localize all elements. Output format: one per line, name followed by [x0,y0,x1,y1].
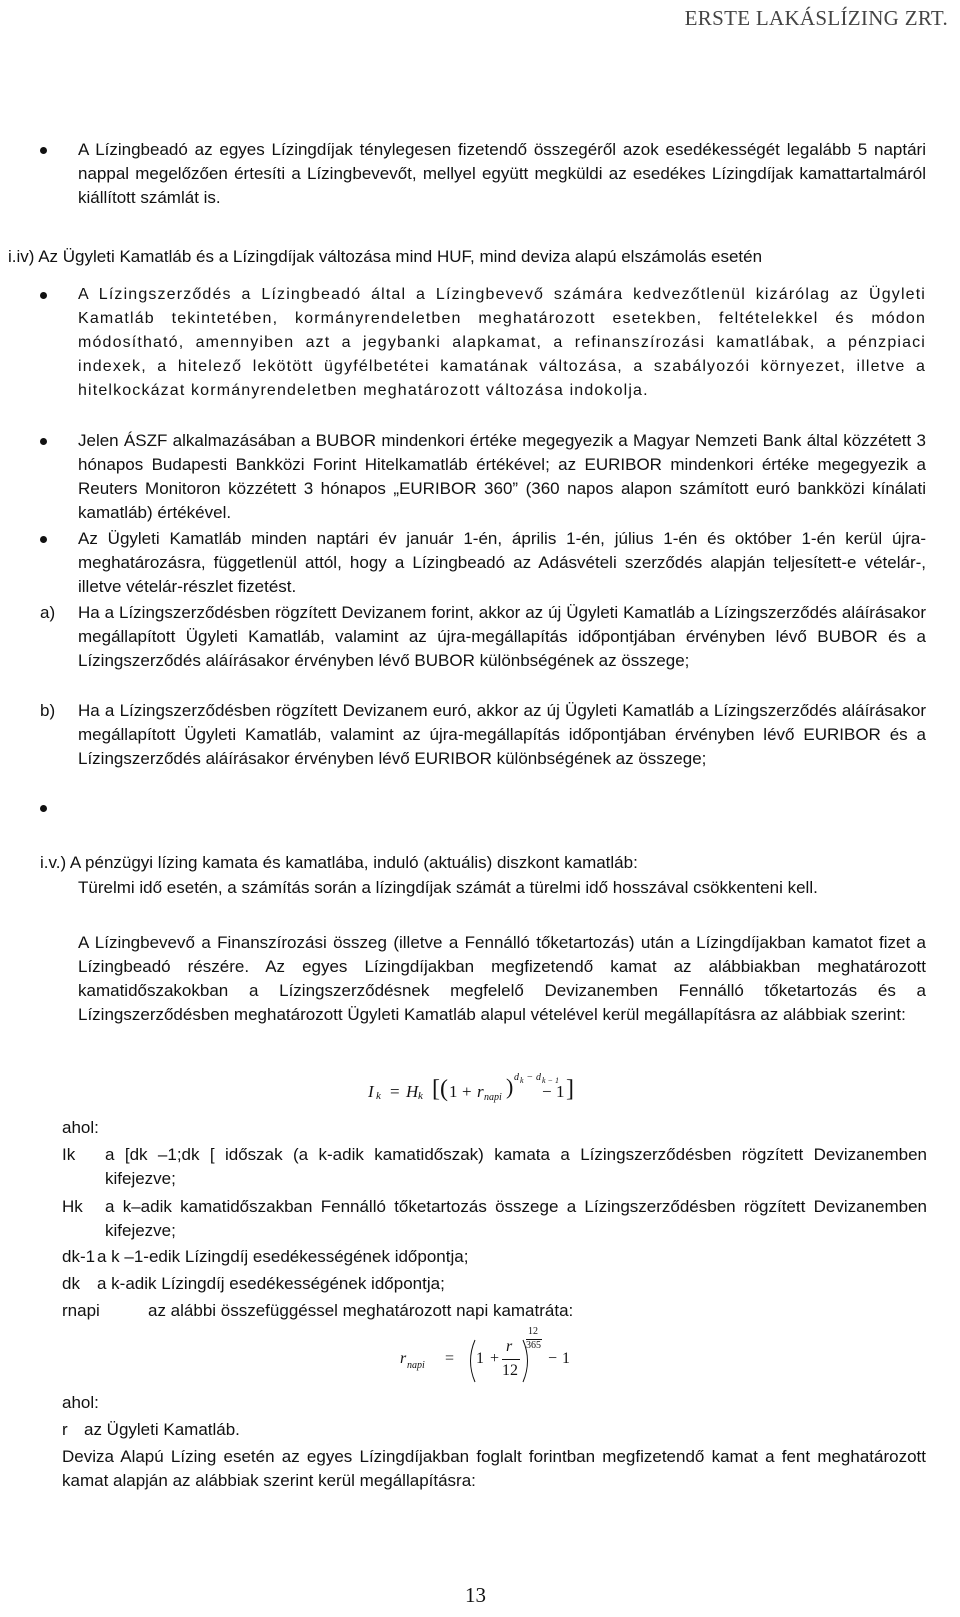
formula-plus: + [490,1350,500,1367]
formula-bracket-open: [ [432,1076,440,1102]
definition-desc: a k–adik kamatidőszakban Fennálló tőketartozás összege a Lízingszerződésben rögzített Devizanemben kifejezve; [105,1197,927,1240]
definition-term: r [62,1420,68,1439]
formula-interest [360,1070,600,1118]
formula-equals: = [390,1082,400,1101]
formula-exponent-numerator: 12 [528,1326,538,1337]
paragraph-text: A Lízingbeadó az egyes Lízingdíjak ténylegesen fizetendő összegéről azok esedékességét legalább 5 naptári nappal megelőzően értesíti a Lízingbevevőt, mellyel együtt megküldi az esedékes Lízingdíjak kamattartalmáról kiállított számlát is. [78,140,926,207]
bullet-paragraph-redetermination [78,527,926,599]
formula-exponent-k: k [520,1076,524,1085]
definition-term: dk-1 [62,1247,96,1266]
bullet-paragraph-notice [78,138,926,210]
list-item-b: Ha a Lízingszerződésben rögzített Devizanem euró, akkor az új Ügyleti Kamatláb a Lízingszerződés aláírásakor megállapított Ügyleti Kamatláb, valamint az újra-megállapítás időpontjában érvényben lévő EURIBOR és a Lízingszerződés aláírásakor érvényben lévő EURIBOR különbségének az összege; [78,701,926,768]
definition-desc: a [dk –1;dk [ időszak (a k-adik kamatidőszak) kamata a Lízingszerződésben rögzített Devizanemben kifejezve; [105,1145,927,1188]
formula-symbol-h: H [406,1082,419,1101]
formula-fraction-denominator: 12 [502,1362,518,1379]
definition-term: Hk [62,1197,83,1216]
definition-desc: a k –1-edik Lízingdíj esedékességének időpontja; [97,1247,469,1266]
formula-one: 1 [476,1350,484,1367]
formula-exponent-k-minus-1: k − 1 [542,1076,559,1085]
formula-fraction-bar [502,1359,520,1360]
list-label-a: a) [40,603,56,622]
formula-daily-rate [400,1326,600,1388]
definitions-label: ahol: [62,1118,99,1137]
definitions-label: ahol: [62,1393,99,1412]
paragraph-deviza-interest: Deviza Alapú Lízing esetén az egyes Lízingdíjakban foglalt forintban megfizetendő kamat a fent meghatározott kamat alapján az alábbiak szerint kerül megállapításra: [62,1447,926,1490]
section-heading-iv: i.iv) Az Ügyleti Kamatláb és a Lízingdíjak változása mind HUF, mind deviza alapú elszámolás esetén [8,247,763,266]
formula-subscript-napi: napi [484,1092,502,1103]
paragraph-text: A Lízingszerződés a Lízingbeadó által a Lízingbevevő számára kedvezőtlenül kizárólag az Ügyleti Kamatláb tekintetében, kormányrendeletben meghatározott esetekben, feltételekkel és módon módosítható, amennyiben azt a jegybanki alapkamat, a refinanszírozási kamatlábak, a pénzpiaci indexek, a hitelező lekötött ügyfélbetétei kamatának változása, a szabályozói környezet, illetve a hitelkockázat kormányrendeletben meghatározott változása indokolja. [78,286,926,399]
formula-exponent-denominator: 365 [526,1340,541,1351]
paragraph-interest-calculation: A Lízingbevevő a Finanszírozási összeg (illetve a Fennálló tőketartozás) után a Lízingdíjakban kamatot fizet a Lízingbeadó részére. Az egyes Lízingdíjakban megfizetendő kamat az alábbiakban meghatározott kamatidőszakokban a Lízingszerződésnek megfelelő Devizanemben Fennálló tőketartozás és a Lízingszerződésben meghatározott Ügyleti Kamatláb alapul vételével kerül megállapításra az alábbiak szerint: [78,933,926,1024]
formula-symbol-r: r [477,1082,484,1101]
bullet-paragraph-rate-change [78,283,926,403]
paragraph-grace-period: Türelmi idő esetén, a számítás során a lízingdíjak számát a türelmi idő hosszával csökkenteni kell. [78,878,818,897]
definition-term: dk [62,1274,80,1293]
formula-plus: + [462,1082,472,1101]
formula-subscript-k: k [376,1090,381,1102]
formula-symbol-r: r [400,1350,407,1367]
definition-term: Ik [62,1145,76,1164]
list-label-b: b) [40,701,56,720]
formula-fraction-numerator: r [506,1338,513,1355]
formula-symbol-i: I [368,1082,374,1101]
formula-subscript-k: k [418,1090,423,1102]
section-heading-v: i.v.) A pénzügyi lízing kamata és kamatlába, induló (aktuális) diszkont kamatláb: [40,853,638,872]
definition-term: rnapi [62,1301,100,1320]
formula-exponent-d: d [514,1072,519,1083]
paragraph-text: Jelen ÁSZF alkalmazásában a BUBOR mindenkori értéke megegyezik a Magyar Nemzeti Bank által közzétett 3 hónapos Budapesti Bankközi Forint Hitelkamatláb értékével; az EURIBOR mindenkori értéke megegyezik a Reuters Monitoron közzétett 3 hónapos „EURIBOR 360” (360 napos alapon számított euró bankközi kínálati kamatláb) értékével. [78,431,926,522]
page-number: 13 [465,1583,486,1607]
definition-desc: az alábbi összefüggéssel meghatározott napi kamatráta: [148,1301,574,1320]
formula-one: 1 [556,1082,565,1101]
formula-paren-open: ( [440,1076,448,1102]
formula-one: 1 [562,1350,570,1367]
bullet-paragraph-bubor-euribor [78,429,926,525]
formula-subscript-napi: napi [407,1360,425,1371]
formula-equals: = [445,1350,455,1367]
company-header: ERSTE LAKÁSLÍZING ZRT. [684,6,948,30]
formula-exponent-minus: − [527,1072,533,1083]
formula-one: 1 [449,1082,458,1101]
formula-minus: − [542,1082,552,1101]
paragraph-text: Az Ügyleti Kamatláb minden naptári év január 1-én, április 1-én, július 1-én és október 1-én kerül újra-meghatározásra, függetlenül attól, hogy a Lízingbeadó az Adásvételi szerződés alapján teljesített-e vételár-, illetve vételár-részlet fizetést. [78,529,926,596]
formula-exponent-d: d [536,1072,541,1083]
definition-desc: a k-adik Lízingdíj esedékességének időpontja; [97,1274,445,1293]
empty-bullet [78,796,98,820]
formula-bracket-close: ] [566,1076,574,1102]
definition-desc: az Ügyleti Kamatláb. [84,1420,240,1439]
list-item-a: Ha a Lízingszerződésben rögzített Devizanem forint, akkor az új Ügyleti Kamatláb a Lízingszerződés aláírásakor megállapított Ügyleti Kamatláb, valamint az újra-megállapítás időpontjában érvényben lévő BUBOR és a Lízingszerződés aláírásakor érvényben lévő BUBOR különbségének az összege; [78,603,926,670]
formula-minus: − [548,1350,558,1367]
formula-paren-close: ) [506,1074,514,1099]
